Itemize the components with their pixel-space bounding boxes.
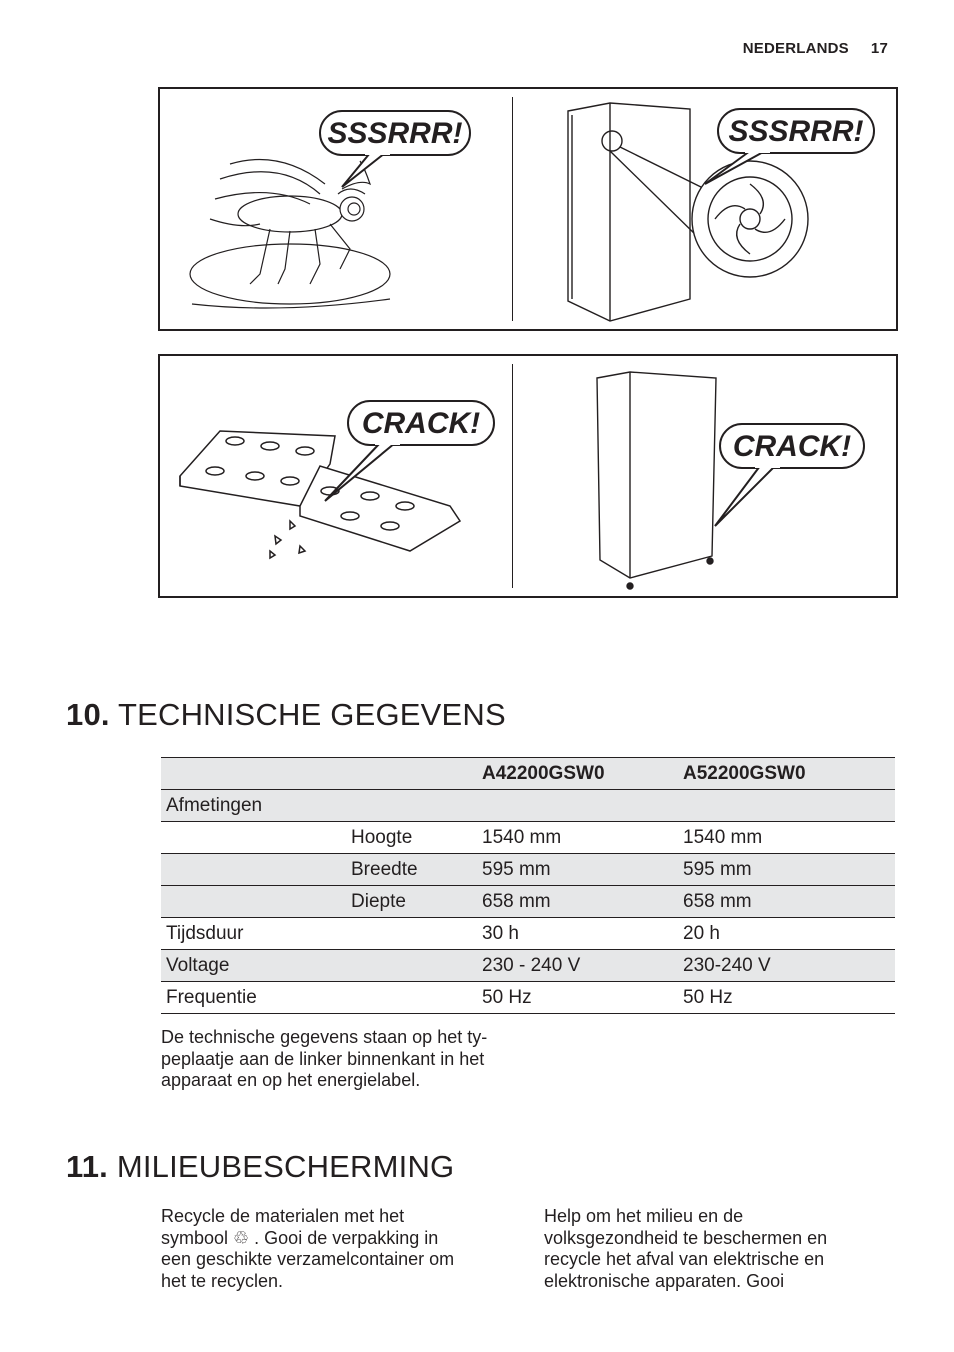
text-line: peplaatje aan de linker binnenkant in het — [161, 1048, 485, 1069]
table-row — [161, 790, 895, 822]
table-cell: 230-240 V — [678, 950, 895, 982]
buzz-illustration — [160, 89, 900, 333]
table-row — [161, 886, 895, 918]
illustration-panel-noise-buzz — [158, 87, 898, 331]
table-row — [161, 950, 895, 982]
table-cell: Diepte — [346, 886, 477, 918]
page-number: 17 — [870, 40, 888, 57]
table-row — [161, 918, 895, 950]
fridge-illustration — [597, 372, 716, 589]
table-cell — [346, 918, 477, 950]
text-line: Recycle de materialen met het — [161, 1206, 405, 1226]
technical-data-note — [161, 1027, 487, 1092]
section-number: 11. — [66, 1149, 108, 1184]
section-title: MILIEUBESCHERMING — [116, 1149, 455, 1184]
table-row — [161, 854, 895, 886]
text-line: een geschikte verzamelcontainer om — [161, 1249, 455, 1269]
table-cell: 230 - 240 V — [477, 950, 678, 982]
table-header-row — [161, 758, 895, 790]
table-cell: 658 mm — [477, 886, 678, 918]
text-line: apparaat en op het energielabel. — [161, 1070, 421, 1090]
ice-tray-illustration — [180, 431, 460, 558]
table-cell: A42200GSW0 — [477, 758, 678, 790]
table-cell: 50 Hz — [678, 982, 895, 1014]
table-cell — [346, 758, 477, 790]
bubble-text: SSSRRR! — [728, 115, 864, 148]
table-cell: 595 mm — [678, 854, 895, 886]
table-cell: 50 Hz — [477, 982, 678, 1014]
table-cell: Breedte — [346, 854, 477, 886]
table-cell: A52200GSW0 — [678, 758, 895, 790]
text-line: volksgezondheid te beschermen en — [544, 1227, 828, 1248]
table-cell: 1540 mm — [678, 822, 895, 854]
table-cell: 658 mm — [678, 886, 895, 918]
bubble-text: CRACK! — [732, 430, 852, 463]
running-header — [743, 40, 888, 57]
section-number: 10. — [66, 697, 110, 732]
table-cell — [678, 790, 895, 822]
table-cell: 595 mm — [477, 854, 678, 886]
bubble-text: SSSRRR! — [327, 117, 463, 150]
fly-illustration — [190, 160, 390, 309]
speech-bubble-left — [320, 111, 470, 187]
table-cell — [161, 854, 346, 886]
table-cell: Tijdsduur — [161, 918, 346, 950]
table-cell — [161, 822, 346, 854]
text-line: Help om het milieu en de — [544, 1206, 744, 1226]
section-11-heading — [66, 1149, 454, 1185]
table-cell — [346, 790, 477, 822]
table-cell: Afmetingen — [161, 790, 346, 822]
text-line: De technische gegevens staan op het ty- — [161, 1027, 488, 1047]
table-cell: Frequentie — [161, 982, 346, 1014]
table-cell: 1540 mm — [477, 822, 678, 854]
header-language: NEDERLANDS — [742, 40, 849, 57]
table-cell: Hoogte — [346, 822, 477, 854]
table-cell — [346, 982, 477, 1014]
text-line: recycle het afval van elektrische en — [544, 1249, 825, 1269]
text-line: elektronische apparaten. Gooi — [544, 1270, 785, 1291]
table-cell — [161, 886, 346, 918]
section-title: TECHNISCHE GEGEVENS — [117, 697, 506, 732]
table-row — [161, 982, 895, 1014]
crack-illustration — [160, 356, 900, 600]
recycling-paragraph-left — [161, 1206, 454, 1292]
table-row — [161, 822, 895, 854]
technical-data-table — [161, 757, 895, 1014]
text-line: het te recyclen. — [161, 1270, 284, 1291]
table-cell: 20 h — [678, 918, 895, 950]
table-cell — [161, 758, 346, 790]
speech-bubble-right — [715, 424, 864, 526]
illustration-panel-noise-crack — [158, 354, 898, 598]
table-cell: 30 h — [477, 918, 678, 950]
text-line: symbool ♲ . Gooi de verpakking in — [161, 1227, 439, 1248]
table-cell: Voltage — [161, 950, 346, 982]
table-cell — [477, 790, 678, 822]
recycling-paragraph-right — [544, 1206, 827, 1292]
section-10-heading — [66, 697, 506, 733]
table-cell — [346, 950, 477, 982]
bubble-text: CRACK! — [361, 407, 481, 440]
